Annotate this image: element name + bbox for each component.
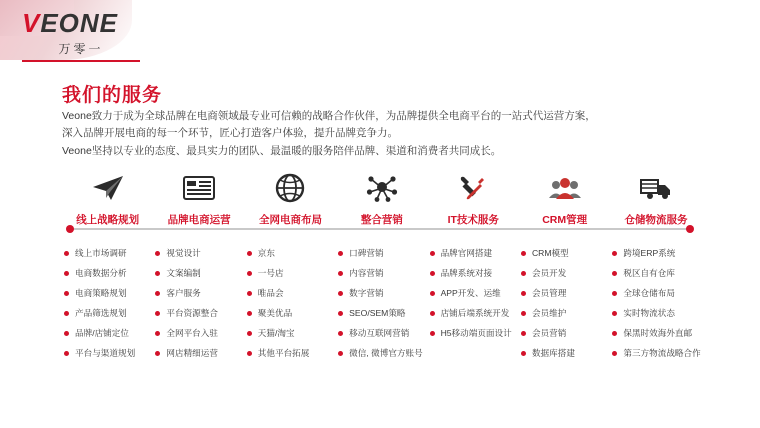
- logo-underline: [22, 60, 140, 62]
- layout-grid-icon: [182, 170, 216, 206]
- brand-logo: [22, 10, 140, 62]
- tools-icon: [458, 170, 488, 206]
- service-title: 仓储物流服务: [624, 214, 688, 226]
- list-item: 会员开发: [521, 269, 610, 278]
- list-item: 会员维护: [521, 309, 610, 318]
- logo-initial: V: [22, 8, 41, 38]
- list-item: 税区自有仓库: [612, 269, 701, 278]
- list-item: SEO/SEM策略: [338, 309, 427, 318]
- list-item: CRM模型: [521, 249, 610, 258]
- list-item: 移动互联网营销: [338, 329, 427, 338]
- intro-line-3: Veone坚持以专业的态度、最具实力的团队、最温暖的服务陪伴品牌、渠道和消费者共同成长。: [62, 144, 502, 157]
- list-item: 品牌/店铺定位: [64, 329, 153, 338]
- list-item: 品牌系统对接: [430, 269, 519, 278]
- list-item: 会员营销: [521, 329, 610, 338]
- service-column-logistics: [610, 170, 701, 370]
- list-item: 数字营销: [338, 289, 427, 298]
- list-item: 跨境ERP系统: [612, 249, 701, 258]
- list-item: 内容营销: [338, 269, 427, 278]
- service-column-platforms: [245, 170, 336, 370]
- list-item: 其他平台拓展: [247, 349, 336, 358]
- service-column-it: [428, 170, 519, 349]
- list-item: 微信, 微博官方账号: [338, 349, 427, 358]
- list-item: 电商策略规划: [64, 289, 153, 298]
- page-title: 我们的服务: [62, 85, 163, 106]
- service-column-strategy: [62, 170, 153, 370]
- list-item: 数据库搭建: [521, 349, 610, 358]
- service-item-list: [610, 249, 701, 370]
- list-item: 电商数据分析: [64, 269, 153, 278]
- intro-line-2: 深入品牌开展电商的每一个环节，匠心打造客户体验，提升品牌竞争力。: [62, 127, 398, 140]
- list-item: 网店精细运营: [155, 349, 244, 358]
- service-title: 整合营销: [360, 214, 403, 226]
- service-title: CRM管理: [542, 214, 588, 226]
- service-column-operation: [153, 170, 244, 370]
- service-item-list: [62, 249, 153, 370]
- list-item: 实时物流状态: [612, 309, 701, 318]
- list-item: 全网平台入驻: [155, 329, 244, 338]
- list-item: 平台与渠道规划: [64, 349, 153, 358]
- list-item: 线上市场调研: [64, 249, 153, 258]
- service-title: 品牌电商运营: [167, 214, 231, 226]
- list-item: 保黑时效海外直邮: [612, 329, 701, 338]
- list-item: 天猫/淘宝: [247, 329, 336, 338]
- paper-plane-icon: [92, 170, 124, 206]
- globe-icon: [275, 170, 305, 206]
- list-item: 聚美优品: [247, 309, 336, 318]
- service-item-list: [428, 249, 519, 349]
- service-column-crm: [519, 170, 610, 370]
- list-item: 平台资源整合: [155, 309, 244, 318]
- list-item: 全球仓储布局: [612, 289, 701, 298]
- list-item: 文案编制: [155, 269, 244, 278]
- list-item: 京东: [247, 249, 336, 258]
- list-item: 一号店: [247, 269, 336, 278]
- service-item-list: [153, 249, 244, 370]
- list-item: 店铺后端系统开发: [430, 309, 519, 318]
- warehouse-truck-icon: [639, 170, 673, 206]
- list-item: 产品筛选规划: [64, 309, 153, 318]
- intro-line-1: Veone致力于成为全球品牌在电商领域最专业可信赖的战略合作伙伴，为品牌提供全电商平台的一站式代运营方案，: [62, 110, 596, 122]
- logo-subtext: 万零一: [58, 42, 104, 56]
- service-item-list: [519, 249, 610, 370]
- list-item: 第三方物流战略合作: [612, 349, 701, 358]
- service-item-list: [245, 249, 336, 370]
- list-item: 客户服务: [155, 289, 244, 298]
- service-title: 全网电商布局: [258, 214, 322, 226]
- intro-paragraph: [62, 108, 702, 160]
- service-column-marketing: [336, 170, 427, 370]
- service-title: IT技术服务: [447, 214, 499, 226]
- list-item: 唯品会: [247, 289, 336, 298]
- service-item-list: [336, 249, 427, 370]
- logo-rest: EONE: [40, 8, 119, 38]
- list-item: APP开发、运维: [430, 289, 519, 298]
- list-item: 视觉设计: [155, 249, 244, 258]
- service-columns: [62, 170, 702, 370]
- logo-wordmark: [22, 10, 140, 36]
- list-item: H5移动端页面设计: [430, 329, 519, 338]
- crm-people-icon: [548, 170, 582, 206]
- list-item: 会员管理: [521, 289, 610, 298]
- list-item: 口碑营销: [338, 249, 427, 258]
- list-item: 品牌官网搭建: [430, 249, 519, 258]
- service-title: 线上战略规划: [76, 214, 140, 226]
- network-nodes-icon: [366, 170, 398, 206]
